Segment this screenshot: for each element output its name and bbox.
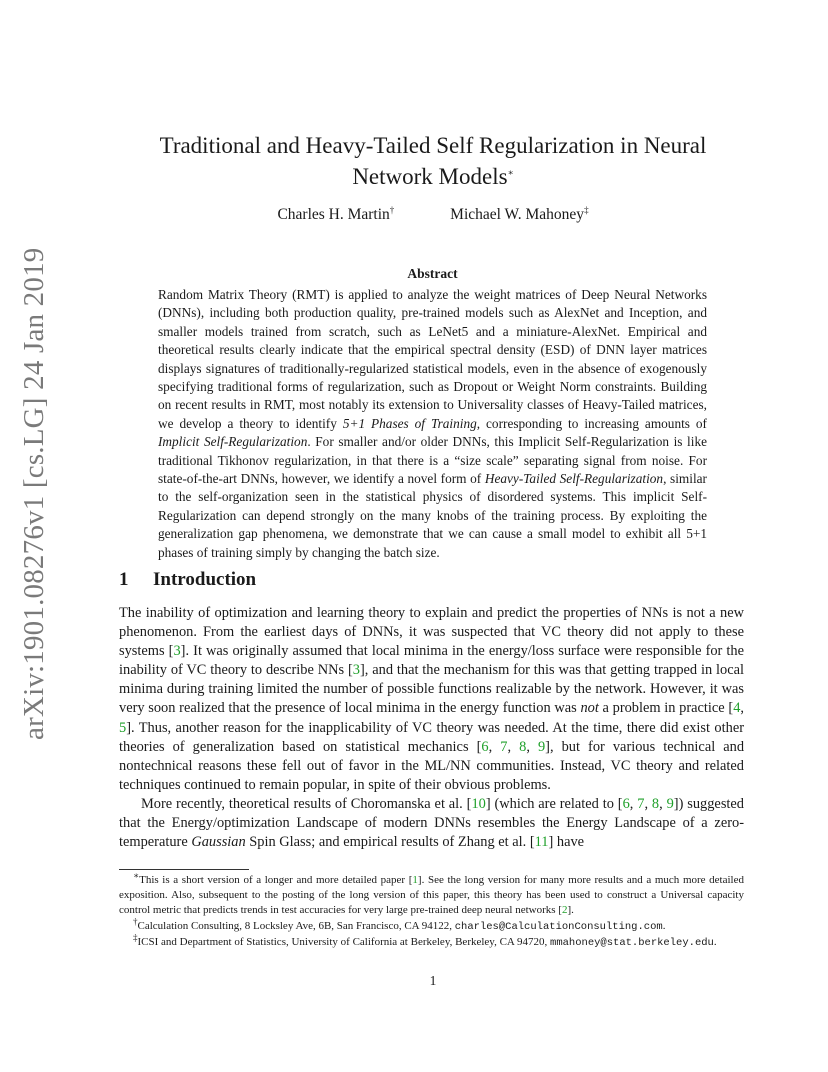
citation-link[interactable]: 6 [622, 795, 630, 812]
text-segment: , [629, 795, 638, 812]
citation-link[interactable]: 8 [519, 738, 527, 755]
paper-title [120, 130, 746, 192]
abstract-segment: , corresponding to increasing amounts of [476, 415, 707, 431]
email-address: mmahoney@stat.berkeley.edu [550, 936, 714, 949]
footnote-text: ]. [567, 904, 574, 917]
citation-link[interactable]: 3 [352, 662, 360, 679]
text-segment: , [526, 738, 538, 755]
footnote-text: ]. See the long version for many more results and a much more detailed exposition. Also, subsequent to the posting of the long version of this paper, this theory has been used to construct a Universal capacity control metric that predicts trends in test accuracies for very large pre-trained deep neural networks [ [119, 874, 744, 917]
citation-link[interactable]: 9 [666, 795, 674, 812]
footnote-text: . [662, 919, 666, 932]
footnote-text: Calculation Consulting, 8 Locksley Ave, 6B, San Francisco, CA 94122, [137, 919, 455, 932]
text-segment: , [659, 795, 667, 812]
page-number: 1 [429, 973, 437, 988]
text-segment: , [488, 738, 501, 755]
author-1-name: Charles H. Martin [277, 206, 390, 223]
footnote-1 [119, 870, 744, 919]
author-1-footnote-mark: † [389, 204, 395, 215]
citation-link[interactable]: 11 [534, 834, 549, 851]
citation-link[interactable]: 8 [651, 795, 660, 812]
text-segment: , [507, 738, 520, 755]
footnote-text: ICSI and Department of Statistics, University of California at Berkeley, Berkeley, CA 94720, [137, 935, 551, 948]
email-address: charles@CalculationConsulting.com [454, 920, 663, 933]
author-2-name: Michael W. Mahoney [450, 206, 585, 223]
footnote-mark: ∗ [133, 870, 140, 881]
text-segment: , [740, 700, 744, 717]
author-2-footnote-mark: ‡ [584, 204, 589, 215]
title-footnote-mark: ∗ [507, 167, 514, 178]
footnote-2 [119, 915, 744, 935]
author-1 [277, 206, 394, 224]
introduction-body [119, 604, 744, 852]
text-segment: ] have [548, 834, 585, 851]
abstract-text [158, 286, 707, 562]
citation-link[interactable]: 5 [119, 719, 127, 736]
section-title: Introduction [153, 569, 257, 590]
footnote-3 [119, 932, 744, 951]
citation-link[interactable]: 4 [733, 700, 741, 717]
citation-link[interactable]: 6 [481, 738, 489, 755]
title-line-2: Network Models [352, 164, 508, 189]
section-number: 1 [119, 569, 129, 590]
arxiv-identifier-stamp: arXiv:1901.08276v1 [cs.LG] 24 Jan 2019 [18, 247, 50, 740]
text-segment: More recently, theoretical results of Choromanska et al. [ [141, 795, 472, 812]
citation-link[interactable]: 7 [500, 738, 508, 755]
text-emphasis: Gaussian [191, 834, 246, 851]
text-segment: The inability of optimization and learning theory to explain and predict the properties of NNs is not a new phenomenon. From the earliest days of DNNs, it was suspected that VC theory did not apply to these systems [ [119, 605, 744, 660]
text-segment: ]) suggested that the Energy/optimization Landscape of modern DNNs resembles the Energy Landscape of a zero-temperature [119, 795, 744, 851]
text-segment: ], and that the mechanism for this was that getting trapped in local minima during training limited the number of possible functions realizable by the network. However, it was very soon realized that the presence of local minima in the energy function was [119, 662, 744, 717]
section-heading [119, 569, 256, 591]
paragraph-2 [119, 795, 744, 852]
abstract-heading: Abstract [407, 266, 458, 281]
citation-link[interactable]: 3 [173, 643, 181, 660]
text-segment: Spin Glass; and empirical results of Zhang et al. [ [245, 834, 535, 851]
abstract-segment: Random Matrix Theory (RMT) is applied to analyze the weight matrices of Deep Neural Networks (DNNs), including both production quality, pre-trained models such as AlexNet and Inception, and smaller models trained from scratch, such as LeNet5 and a miniature-AlexNet. Empirical and theoretical results clearly indicate that the empirical spectral density (ESD) of DNN layer matrices displays signatures of traditionally-regularized statistical models, even in the absence of exogenously specifying traditional forms of regularization, such as Dropout or Weight Norm constraints. Building on recent results in RMT, most notably its extension to Universality classes of Heavy-Tailed matrices, we develop a theory to identify [158, 287, 707, 431]
abstract-emphasis: 5+1 Phases of Training [342, 415, 477, 431]
citation-link[interactable]: 2 [561, 904, 568, 917]
footnote-text: This is a short version of a longer and more detailed paper [ [139, 874, 413, 886]
footnotes [119, 870, 744, 951]
text-segment: ]. Thus, another reason for the inapplicability of VC theory was needed. At the time, there did exist other theories of generalization based on statistical mechanics [ [119, 719, 744, 755]
abstract-segment: , similar to the self-organization seen in the statistical physics of disordered systems. This implicit Self-Regularization can depend strongly on the many knobs of the training process. By exploiting the generalization gap phenomena, we demonstrate that we can cause a small model to exhibit all 5+1 phases of training simply by changing the batch size. [158, 471, 707, 560]
text-emphasis: not [580, 700, 599, 717]
citation-link[interactable]: 7 [637, 795, 645, 812]
paragraph-1 [119, 604, 744, 795]
text-segment: ], but for various technical and nontechnical reasons these fell out of favor in the ML/NN communities. Instead, VC theory and related techniques continued to remain popular, in spite of their obvious problems. [119, 738, 745, 793]
text-segment: ] (which are related to [ [485, 795, 623, 812]
text-segment: a problem in practice [ [598, 700, 734, 717]
text-segment: ]. It was originally assumed that local minima in the energy/loss surface were responsible for the inability of VC theory to describe NNs [ [119, 643, 745, 679]
abstract-emphasis: Implicit Self-Regularization [158, 434, 308, 450]
citation-link[interactable]: 1 [412, 874, 418, 886]
footnote-text: . [713, 935, 717, 948]
author-list [120, 206, 746, 224]
abstract-emphasis: Heavy-Tailed Self-Regularization [484, 471, 664, 487]
text-segment: , [644, 795, 652, 812]
footnote-mark: ‡ [133, 932, 138, 943]
author-2 [450, 206, 588, 224]
citation-link[interactable]: 10 [471, 795, 486, 812]
footnote-mark: † [133, 915, 138, 926]
title-line-1: Traditional and Heavy-Tailed Self Regularization in Neural [159, 133, 707, 158]
citation-link[interactable]: 9 [537, 738, 546, 755]
abstract-segment: . For smaller and/or older DNNs, this Implicit Self-Regularization is like traditional Tikhonov regularization, in that there is a “size scale” separating signal from noise. For state-of-the-art DNNs, however, we identify a novel form of [158, 434, 707, 487]
